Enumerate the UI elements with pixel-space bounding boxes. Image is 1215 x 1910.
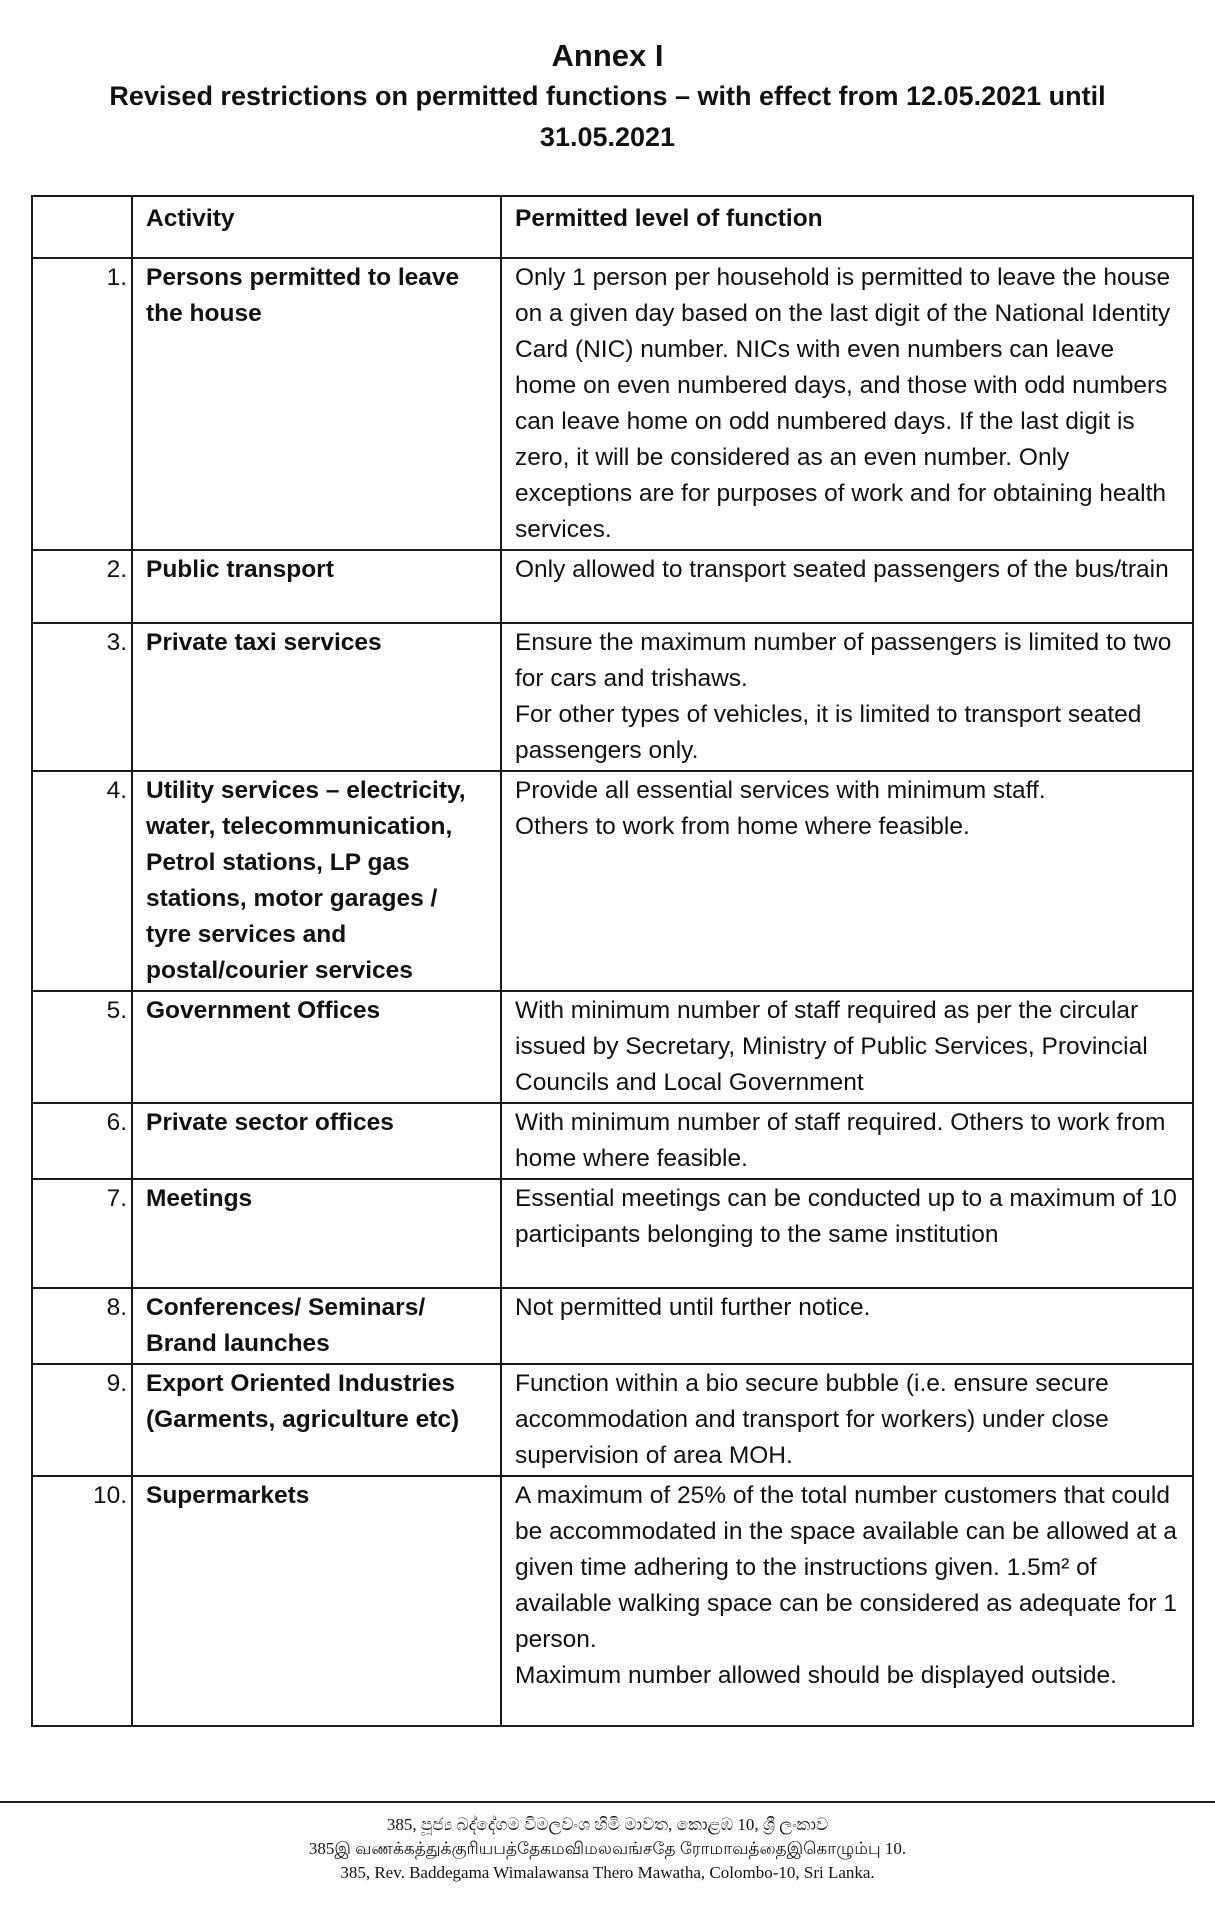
table-row [32,258,1193,550]
activity-cell: Public transport [132,550,501,623]
permitted-level-text: Provide all essential services with minimum staff. [515,777,1046,804]
activity-cell: Conferences/ Seminars/ Brand launches [132,1288,501,1364]
permitted-level-cell [501,771,1193,991]
document-header [0,36,1215,158]
permitted-level-cell [501,1364,1193,1476]
row-number: 3. [32,623,132,771]
column-header-permitted-level: Permitted level of function [501,196,1193,258]
permitted-level-text: With minimum number of staff required as per the circular issued by Secretary, Ministry of Public Services, Provincial Councils and Local Government [515,997,1148,1096]
permitted-level-text: Essential meetings can be conducted up to a maximum of 10 participants belonging to the same institution [515,1185,1177,1248]
permitted-level-cell [501,991,1193,1103]
restrictions-table [31,195,1194,1727]
permitted-level-text: For other types of vehicles, it is limited to transport seated passengers only. [515,701,1142,764]
permitted-level-cell [501,1288,1193,1364]
activity-cell: Private sector offices [132,1103,501,1179]
activity-cell: Utility services – electricity, water, telecommunication, Petrol stations, LP gas stations, motor garages / tyre services and postal/courier services [132,771,501,991]
permitted-level-text: Not permitted until further notice. [515,1294,871,1321]
table-row [32,1103,1193,1179]
table-row [32,623,1193,771]
activity-cell: Private taxi services [132,623,501,771]
permitted-level-cell [501,550,1193,623]
table-row [32,1476,1193,1726]
annex-subtitle: Revised restrictions on permitted functions – with effect from 12.05.2021 until 31.05.2021 [109,81,1106,152]
permitted-level-text: A maximum of 25% of the total number customers that could be accommodated in the space available can be allowed at a given time adhering to the instructions given. 1.5m² of available walking space can be considered as adequate for 1 person. [515,1482,1177,1653]
table-row [32,1364,1193,1476]
permitted-level-text: With minimum number of staff required. Others to work from home where feasible. [515,1109,1166,1172]
table-row [32,1288,1193,1364]
table-row [32,1179,1193,1288]
activity-cell: Export Oriented Industries (Garments, agriculture etc) [132,1364,501,1476]
table-row [32,991,1193,1103]
footer-divider [0,1801,1215,1803]
table-row [32,550,1193,623]
permitted-level-text: Only 1 person per household is permitted to leave the house on a given day based on the last digit of the National Identity Card (NIC) number. NICs with even numbers can leave home on even numbered days, and those with odd numbers can leave home on odd numbered days. If the last digit is zero, it will be considered as an even number. Only exceptions are for purposes of work and for obtaining health services. [515,264,1171,543]
permitted-level-cell [501,1103,1193,1179]
table-row [32,771,1193,991]
row-number: 8. [32,1288,132,1364]
address-footer [0,1813,1215,1885]
row-number: 9. [32,1364,132,1476]
permitted-level-text: Ensure the maximum number of passengers is limited to two for cars and trishaws. [515,629,1172,692]
table-header-row [32,196,1193,258]
row-number: 1. [32,258,132,550]
permitted-level-text: Function within a bio secure bubble (i.e. ensure secure accommodation and transport for workers) under close supervision of area MOH. [515,1370,1109,1469]
column-header-activity: Activity [132,196,501,258]
row-number: 5. [32,991,132,1103]
row-number: 7. [32,1179,132,1288]
permitted-level-cell [501,1179,1193,1288]
permitted-level-text: Others to work from home where feasible. [515,813,970,840]
address-line-english: 385, Rev. Baddegama Wimalawansa Thero Mawatha, Colombo-10, Sri Lanka. [340,1863,875,1882]
activity-cell: Meetings [132,1179,501,1288]
permitted-level-cell [501,1476,1193,1726]
address-line-sinhala: 385, පූජ්‍ය බද්දේගම විමලවංශ හිමි මාවත, කොළඹ 10, ශ්‍රී ලංකාව [386,1815,829,1834]
column-header-number [32,196,132,258]
permitted-level-text: Maximum number allowed should be displayed outside. [515,1662,1117,1689]
row-number: 10. [32,1476,132,1726]
activity-cell: Government Offices [132,991,501,1103]
activity-cell: Supermarkets [132,1476,501,1726]
permitted-level-text: Only allowed to transport seated passengers of the bus/train [515,556,1169,583]
annex-title: Annex I [551,38,664,73]
activity-cell: Persons permitted to leave the house [132,258,501,550]
row-number: 2. [32,550,132,623]
row-number: 4. [32,771,132,991]
address-line-tamil: 385இ வணக்கத்துக்குரியபத்தேகமவிமலவங்சதே ரோமாவத்தைஇகொழும்பு 10. [308,1839,907,1858]
permitted-level-cell [501,623,1193,771]
permitted-level-cell [501,258,1193,550]
row-number: 6. [32,1103,132,1179]
